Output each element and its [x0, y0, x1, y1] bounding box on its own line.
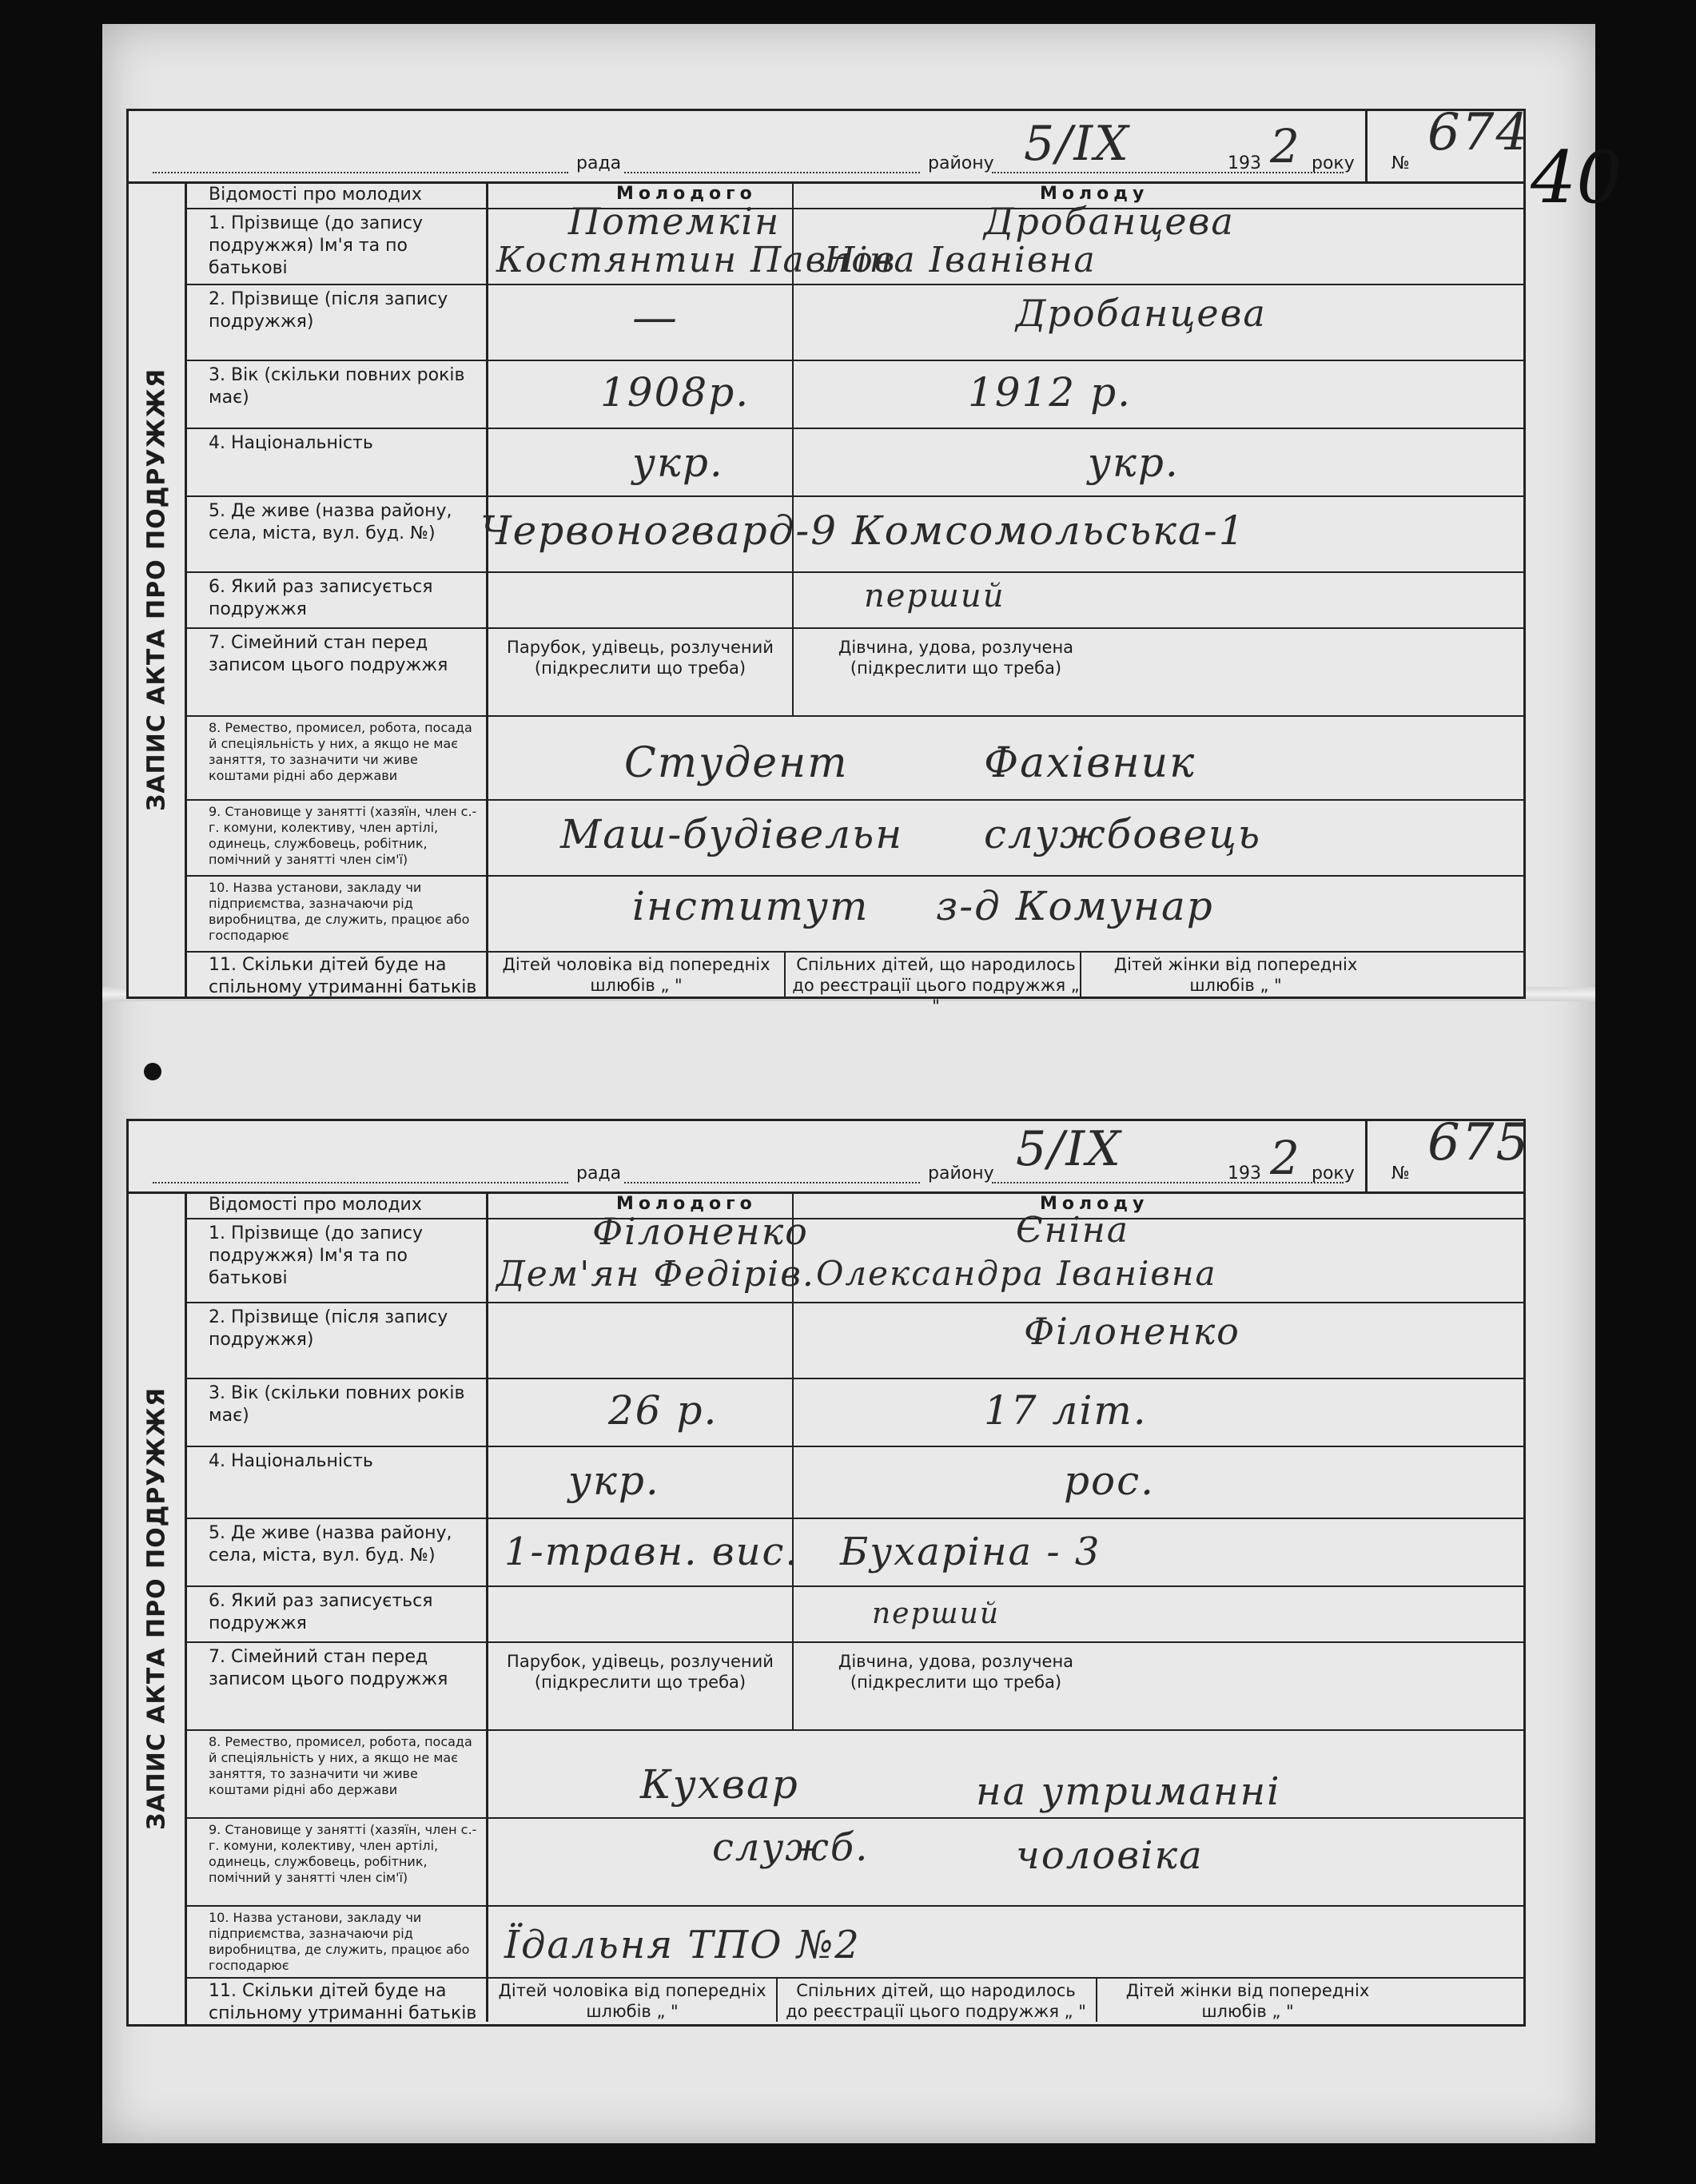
- label-row9: 9. Становище у занятті (хазяїн, член с.-г. комуни, колективу, член артілі, одинець, службовець, робітник, помічний у занятті член сім'ї): [185, 1817, 488, 1905]
- record-number-cell: [1365, 103, 1531, 181]
- children-common: Спільних дітей, що народилось до реєстрації цього подружжя „ ": [786, 1981, 1086, 2021]
- groom-institution: інститут: [632, 883, 870, 929]
- label-row4: 4. Національність: [185, 428, 488, 495]
- col-bride: Молоду: [1040, 1194, 1149, 1214]
- bride-position: службовець: [984, 811, 1262, 857]
- col-groom: Молодого: [616, 184, 757, 204]
- children-groom: Дітей чоловіка від попередніх шлюбів „ ": [502, 955, 770, 995]
- label-no: №: [1391, 1164, 1410, 1183]
- corner-number: 40: [1531, 136, 1622, 220]
- label-row7: 7. Сімейний стан перед записом цього подружжя: [185, 627, 488, 715]
- label-rada: рада: [576, 1164, 622, 1183]
- bride-occupation: на утриманні: [976, 1769, 1281, 1814]
- label-row11: 11. Скільки дітей буде на спільному утриманні батьків: [185, 951, 488, 997]
- label-row11: 11. Скільки дітей буде на спільному утриманні батьків: [185, 1977, 488, 2022]
- children-common: Спільних дітей, що народилось до реєстрації цього подружжя „ ": [792, 955, 1080, 1016]
- groom-occupation: Студент: [624, 739, 849, 787]
- groom-position: Маш-будівельн: [560, 811, 904, 857]
- label-row1: 1. Прізвище (до запису подружжя) Ім'я та по батькові: [185, 1218, 488, 1302]
- record-674: [126, 103, 1531, 1016]
- bride-surname: Дробанцева: [984, 200, 1235, 243]
- record-date: 5/IX: [1024, 116, 1130, 172]
- bride-surname: Єніна: [1016, 1210, 1129, 1251]
- groom-name: Костянтин Павлов: [496, 240, 897, 280]
- bride-status: Дівчина, удова, розлучена (підкреслити що треба): [838, 1652, 1074, 1692]
- groom-nationality: укр.: [632, 440, 724, 486]
- side-title: ЗАПИС АКТА ПРО ПОДРУЖЖЯ: [129, 1193, 187, 2024]
- groom-name: Дем'ян Федірів.: [496, 1254, 815, 1295]
- groom-age: 26 р.: [608, 1387, 719, 1434]
- label-row8: 8. Ремество, промисел, робота, посада й спеціяльність у них, а якщо не має заняття, то зазначити чи живе коштами рідні або держави: [185, 715, 488, 799]
- children-groom: Дітей чоловіка від попередніх шлюбів „ ": [498, 1981, 766, 2021]
- label-row3: 3. Вік (скільки повних років має): [185, 360, 488, 428]
- label-raionu: району: [928, 153, 994, 173]
- label-roku: року: [1312, 1164, 1355, 1183]
- record-number: 675: [1427, 1113, 1531, 1172]
- label-row4: 4. Національність: [185, 1446, 488, 1518]
- bride-surname-after: Дробанцева: [1016, 292, 1267, 335]
- bride-position: чоловіка: [1016, 1833, 1204, 1878]
- label-row2: 2. Прізвище (після запису подружжя): [185, 1302, 488, 1378]
- record-header: [129, 1113, 1531, 1194]
- children-bride: Дітей жінки від попередніх шлюбів „ ": [1113, 955, 1358, 995]
- label-row10: 10. Назва установи, закладу чи підприємства, зазначаючи рід виробництва, де служить, працює або господарює: [185, 875, 488, 951]
- record-number: 674: [1427, 103, 1531, 162]
- groom-surname: Філоненко: [592, 1210, 809, 1253]
- record-number-cell: [1365, 1113, 1531, 1191]
- groom-position: служб.: [712, 1825, 870, 1870]
- address: Червоногвард-9 Комсомольська-1: [480, 507, 1246, 554]
- bride-surname-after: Філоненко: [1024, 1310, 1240, 1353]
- label-row2: 2. Прізвище (після запису подружжя): [185, 284, 488, 360]
- bride-name: Олександра Іванівна: [816, 1254, 1217, 1293]
- record-grid: [185, 184, 1523, 1016]
- groom-age: 1908р.: [600, 369, 750, 416]
- year-digit: 2: [1270, 119, 1301, 173]
- groom-nationality: укр.: [568, 1458, 660, 1504]
- label-roku: року: [1312, 153, 1355, 173]
- record-grid: [185, 1194, 1523, 2024]
- label-row5: 5. Де живе (назва району, села, міста, вул. буд. №): [185, 495, 488, 571]
- label-year: 193: [1228, 1164, 1261, 1183]
- groom-status: Парубок, удівець, розлучений (підкреслити що треба): [507, 638, 774, 678]
- record-675: [126, 1113, 1531, 2027]
- bride-status: Дівчина, удова, розлучена (підкреслити що треба): [838, 638, 1074, 678]
- header-info: Відомості про молодих: [185, 184, 488, 208]
- groom-status: Парубок, удівець, розлучений (підкреслити що треба): [507, 1652, 774, 1692]
- label-row10: 10. Назва установи, закладу чи підприємства, зазначаючи рід виробництва, де служить, працює або господарює: [185, 1905, 488, 1977]
- bride-name: Ніна Іванівна: [824, 240, 1097, 280]
- label-row9: 9. Становище у занятті (хазяїн, член с.-г. комуни, колективу, член артілі, одинець, службовець, робітник, помічний у занятті член сім'ї): [185, 799, 488, 875]
- label-rada: рада: [576, 153, 622, 173]
- groom-address: 1-травн. вис.: [504, 1530, 799, 1574]
- bride-occupation: Фахівник: [984, 739, 1196, 787]
- marriage-count: перший: [864, 578, 1005, 615]
- label-row1: 1. Прізвище (до запису подружжя) Ім'я та по батькові: [185, 208, 488, 284]
- label-row7: 7. Сімейний стан перед записом цього подружжя: [185, 1641, 488, 1729]
- binder-hole: [144, 1063, 161, 1080]
- marriage-count: перший: [872, 1597, 1001, 1630]
- record-header: [129, 103, 1531, 184]
- side-title: ЗАПИС АКТА ПРО ПОДРУЖЖЯ: [129, 183, 187, 997]
- bride-nationality: укр.: [1088, 440, 1180, 486]
- groom-surname-after: —: [632, 292, 679, 344]
- label-row6: 6. Який раз записується подружжя: [185, 571, 488, 627]
- col-groom: Молодого: [616, 1194, 757, 1214]
- bride-institution: з-д Комунар: [936, 883, 1214, 929]
- label-year: 193: [1228, 153, 1261, 173]
- year-digit: 2: [1270, 1131, 1301, 1185]
- groom-surname: Потемкін: [568, 200, 781, 243]
- label-row6: 6. Який раз записується подружжя: [185, 1585, 488, 1641]
- children-bride: Дітей жінки від попередніх шлюбів „ ": [1125, 1981, 1370, 2021]
- label-raionu: району: [928, 1164, 994, 1183]
- label-no: №: [1391, 153, 1410, 173]
- col-bride: Молоду: [1040, 184, 1149, 204]
- groom-institution: Їдальня ТПО №2: [504, 1923, 861, 1967]
- label-row8: 8. Ремество, промисел, робота, посада й спеціяльність у них, а якщо не має заняття, то зазначити чи живе коштами рідні або держави: [185, 1729, 488, 1817]
- bride-age: 1912 р.: [968, 369, 1133, 416]
- bride-address: Бухаріна - 3: [840, 1530, 1101, 1574]
- label-row3: 3. Вік (скільки повних років має): [185, 1378, 488, 1446]
- groom-occupation: Кухвар: [640, 1761, 799, 1808]
- header-info: Відомості про молодих: [185, 1194, 488, 1218]
- label-row5: 5. Де живе (назва району, села, міста, вул. буд. №): [185, 1518, 488, 1585]
- bride-nationality: рос.: [1064, 1458, 1156, 1504]
- bride-age: 17 літ.: [984, 1387, 1148, 1434]
- record-date: 5/IX: [1016, 1121, 1122, 1177]
